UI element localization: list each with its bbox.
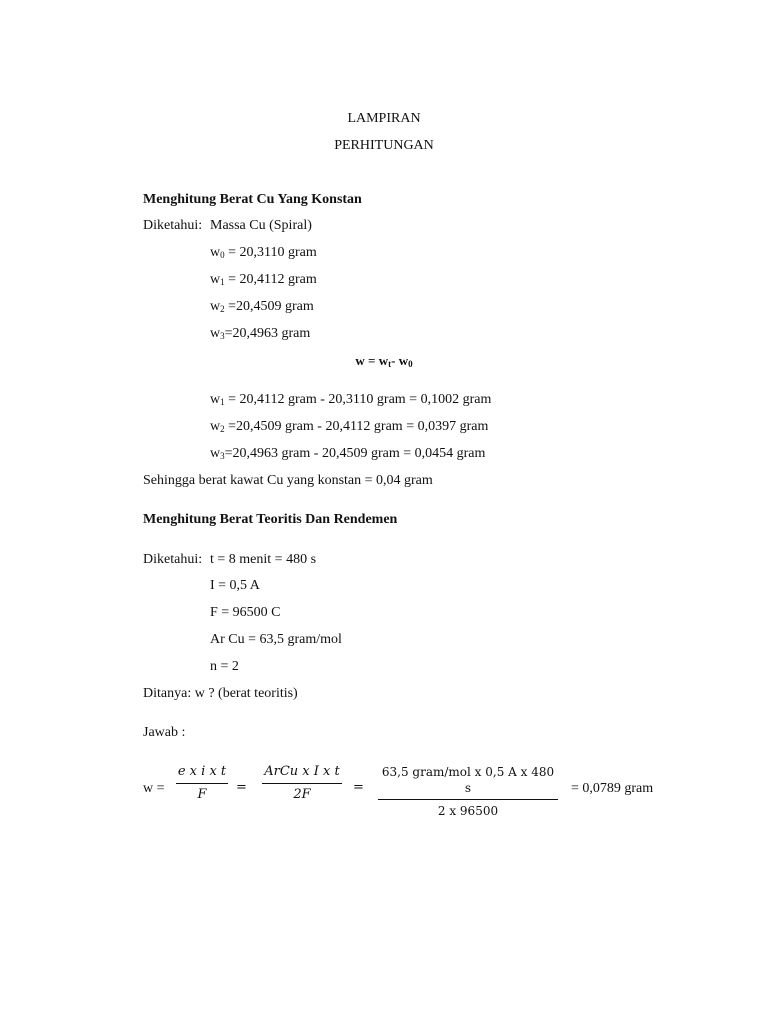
answer-label: Jawab : — [143, 725, 186, 740]
weight-formula: $w = w_t-$ $w_0$ — [355, 353, 413, 369]
known-ar-cu: Ar Cu = 63,5 gram/mol — [210, 632, 342, 647]
page-title: LAMPIRAN — [347, 111, 421, 126]
equals-sign-2: = — [353, 780, 364, 795]
fraction-3 — [378, 764, 558, 819]
fraction-2 — [262, 764, 342, 803]
asked-text: Ditanya: w ? (berat teoritis) — [143, 686, 298, 701]
section2-heading: Menghitung Berat Teoritis Dan Rendemen — [143, 512, 398, 527]
fraction-2-numerator: ArCu x I x t — [264, 764, 340, 779]
known-time: t = 8 menit = 480 s — [210, 552, 317, 567]
weight-w2: $w_2 =20,4509$ gram — [210, 299, 314, 314]
fraction-2-denominator: 2F — [293, 787, 311, 802]
fraction-1-denominator: F — [197, 787, 207, 802]
fraction-3-numerator: 63,5 gram/mol x 0,5 A x 480 s — [381, 765, 555, 795]
weight-w0: $w_0 = 20,3110$ gram — [210, 245, 317, 260]
weight-w3: $w_3=20,4963$ gram — [210, 326, 311, 341]
difference-w1: $w_1 = 20,4112$ gram - 20,3110 gram = 0,1002 gram — [210, 392, 492, 407]
difference-w2: $w_2 =20,4509$ gram - 20,4112 gram = 0,0397 gram — [210, 419, 489, 434]
difference-w3: $w_3=20,4963$ gram - 20,4509 gram = 0,0454 gram — [210, 446, 486, 461]
equation-lhs: w = — [143, 781, 165, 796]
equals-sign-1: = — [236, 780, 247, 795]
known-current: I = 0,5 A — [210, 578, 260, 593]
page-subtitle: PERHITUNGAN — [334, 138, 434, 153]
fraction-1-numerator: e x i x t — [177, 764, 227, 779]
equation-result: = 0,0789 gram — [571, 781, 654, 796]
conclusion-text: Sehingga berat kawat Cu yang konstan = 0,04 gram — [143, 473, 433, 488]
known-label-1: Diketahui: — [143, 218, 203, 233]
weight-w1: $w_1 = 20,4112$ gram — [210, 272, 317, 287]
known-faraday: F = 96500 C — [210, 605, 281, 620]
section1-heading: Menghitung Berat Cu Yang Konstan — [143, 192, 362, 207]
known-n: n = 2 — [210, 659, 239, 674]
fraction-1 — [176, 764, 228, 803]
known-item-massa: Massa Cu (Spiral) — [210, 218, 312, 233]
fraction-3-denominator: 2 x 96500 — [437, 804, 499, 818]
known-label-2: Diketahui: — [143, 552, 203, 567]
